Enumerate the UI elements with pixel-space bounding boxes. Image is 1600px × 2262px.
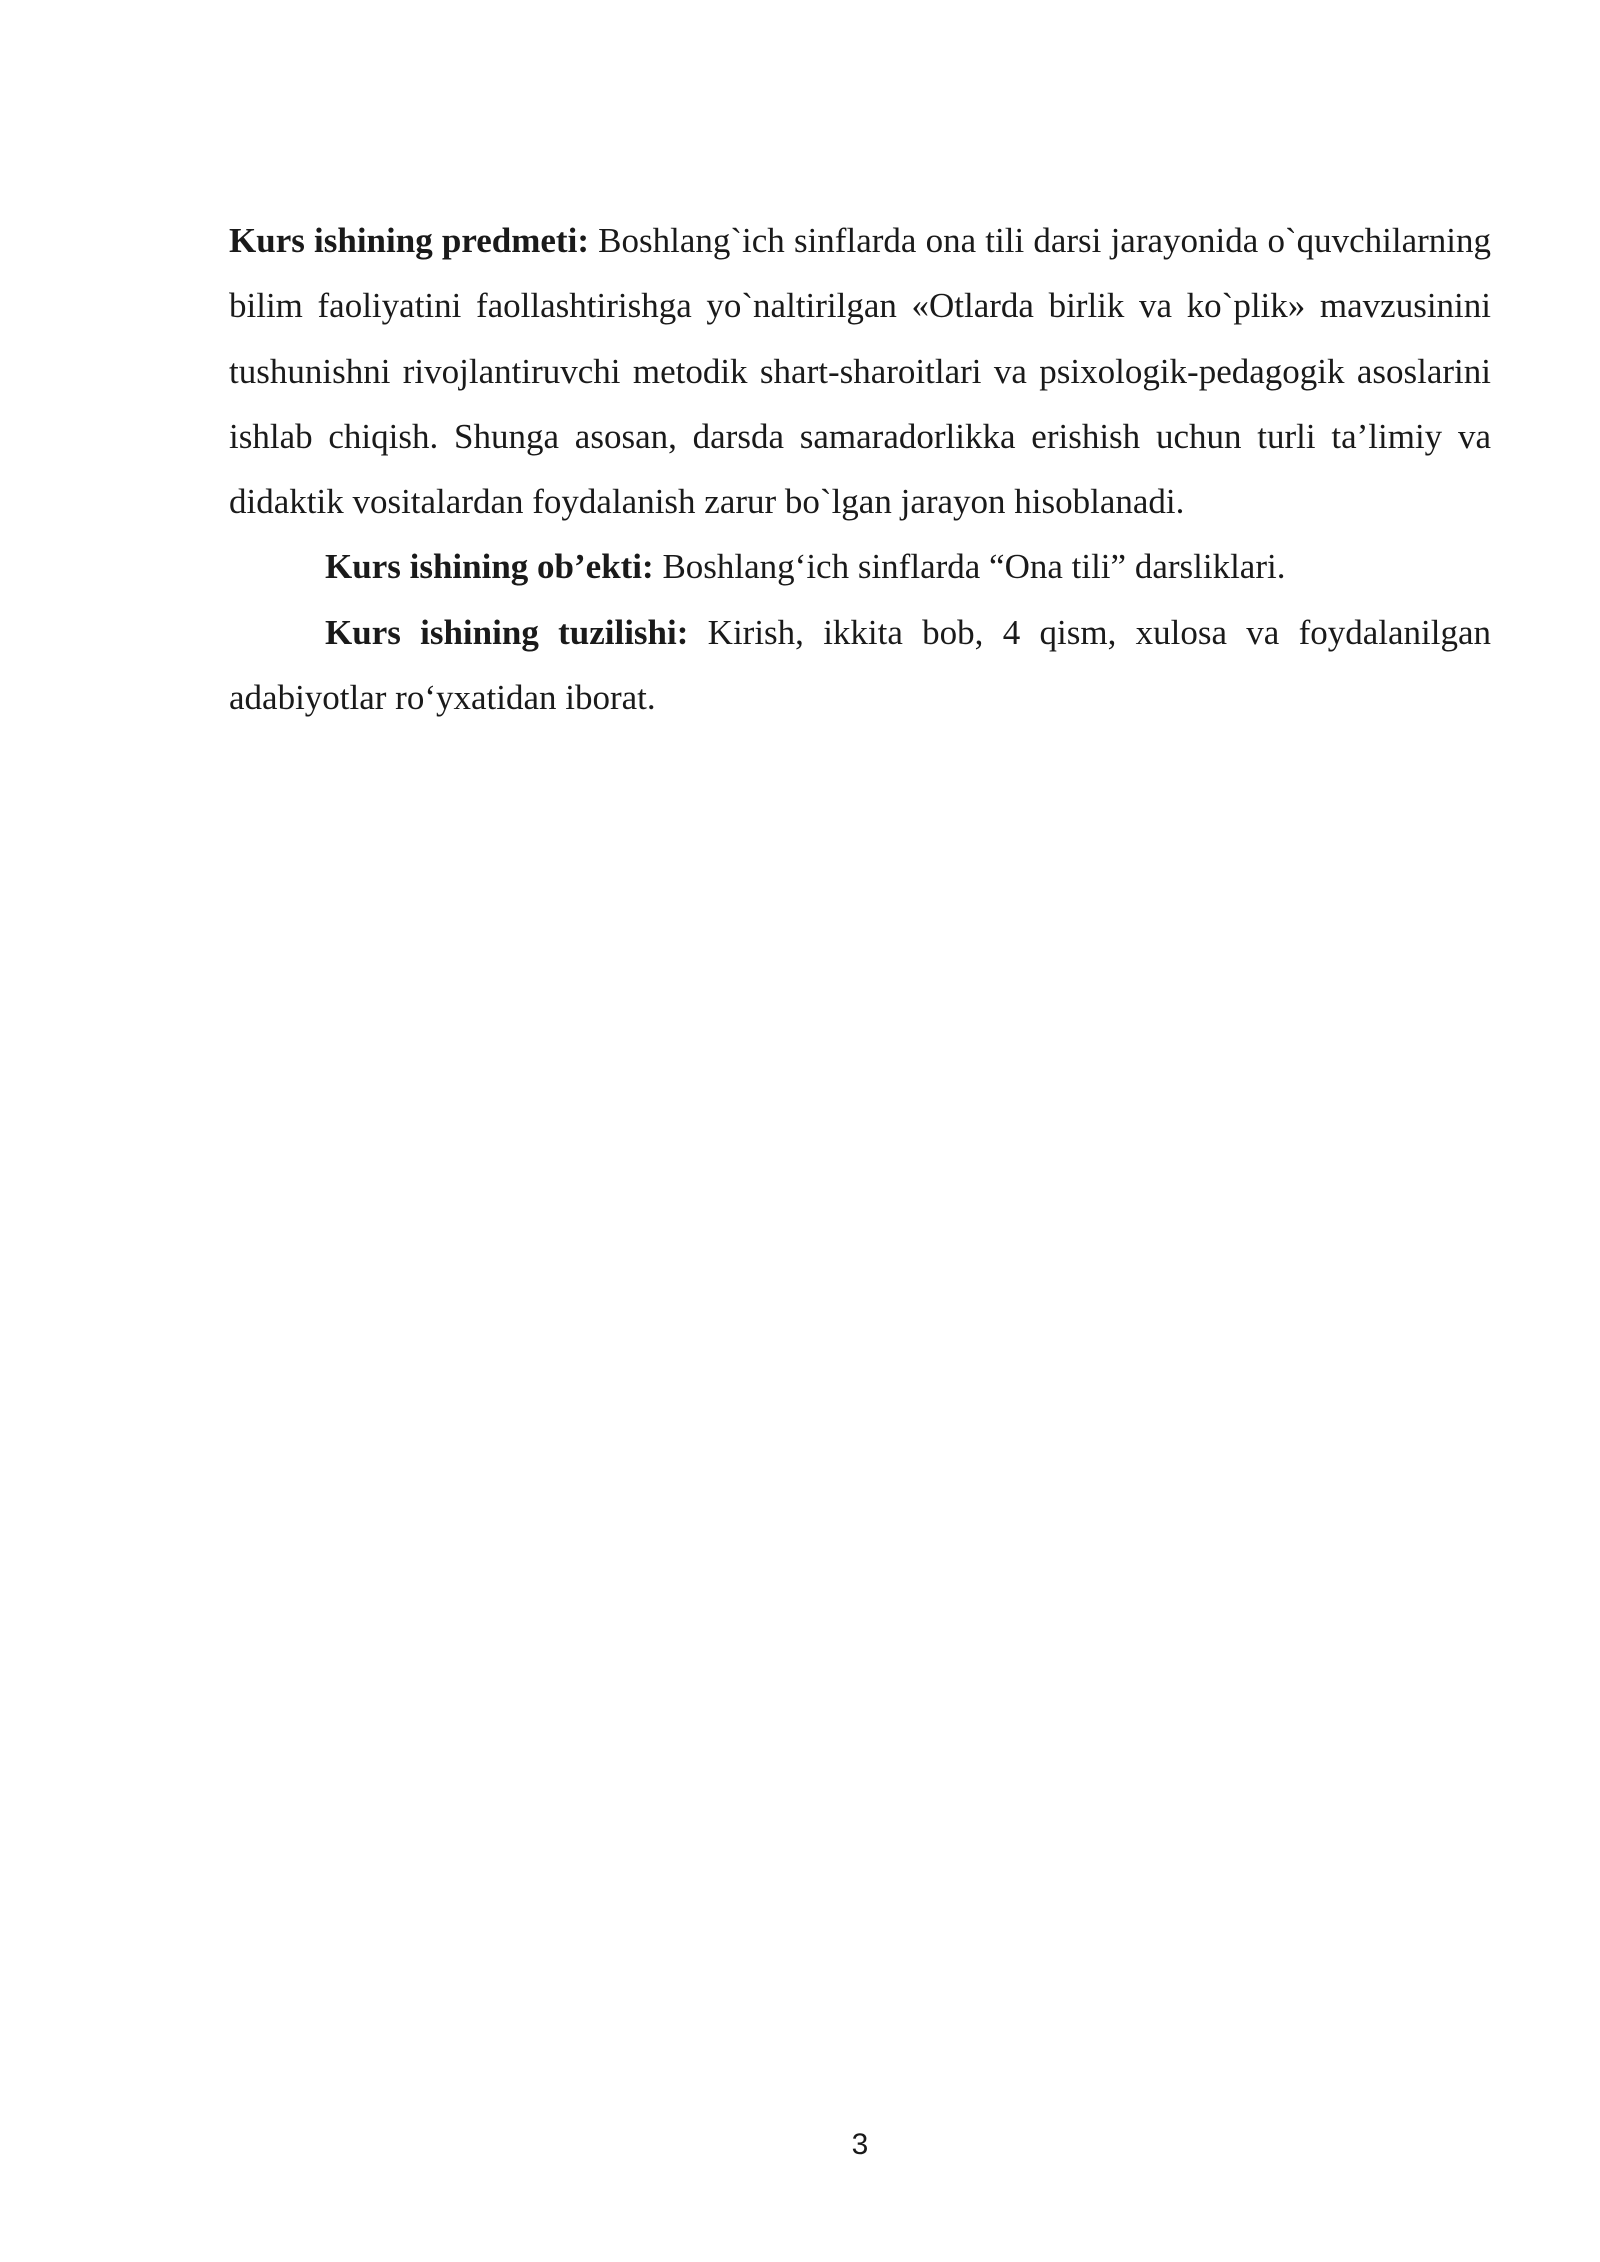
subject-text: Boshlang`ich sinflarda ona tili darsi jarayonida o`quvchilarning bilim faoliyatini faollashtirishga yo`naltirilgan «Otlarda birlik va ko`plik» mavzusinini tushunishni rivojlantiruvchi metodik shart-sharoitlari va psixologik-pedagogik asoslarini ishlab chiqish. Shunga asosan, darsda samaradorlikka erishish uchun turli ta’limiy va didaktik vositalardan foydalanish zarur bo`lgan jarayon hisoblanadi. bbox=[229, 221, 1491, 522]
object-text: Boshlang‘ich sinflarda “Ona tili” darsliklari. bbox=[653, 547, 1286, 587]
paragraph-subject bbox=[229, 208, 1491, 534]
page-number: 3 bbox=[851, 2128, 869, 2161]
body-text bbox=[229, 208, 1491, 730]
paragraph-structure bbox=[229, 600, 1491, 731]
structure-text: Kirish, ikkita bob, 4 qism, xulosa va foydalanilgan adabiyotlar ro‘yxatidan iborat. bbox=[229, 612, 1491, 718]
object-label: Kurs ishining ob’ekti: bbox=[325, 547, 654, 587]
paragraph-object bbox=[229, 534, 1491, 599]
structure-label: Kurs ishining tuzilishi: bbox=[325, 612, 689, 652]
subject-label: Kurs ishining predmeti: bbox=[229, 221, 589, 260]
